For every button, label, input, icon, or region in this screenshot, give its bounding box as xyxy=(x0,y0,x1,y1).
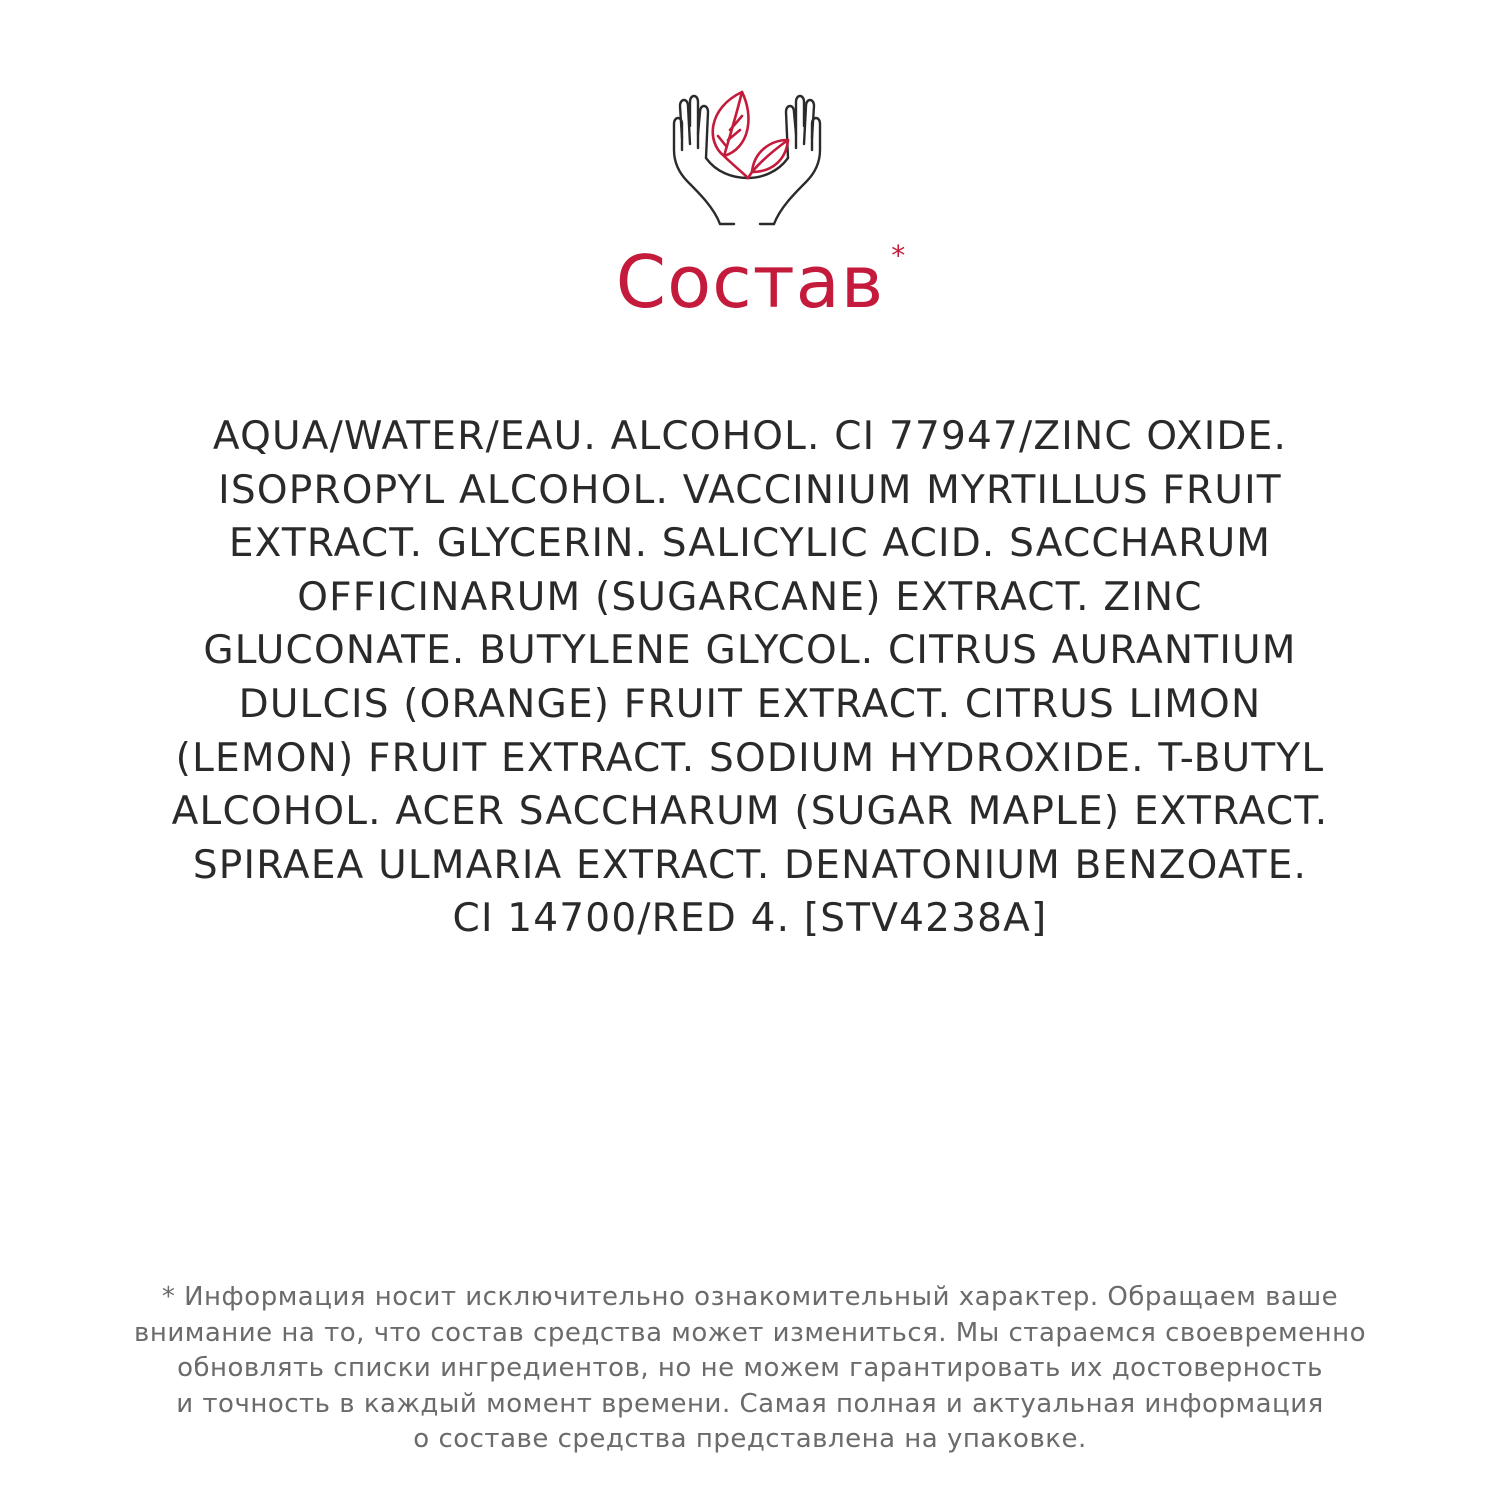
disclaimer-note xyxy=(40,1280,1460,1458)
ingredients-line: ALCOHOL. ACER SACCHARUM (SUGAR MAPLE) EXTRACT. xyxy=(171,789,1329,835)
ingredients-line: (LEMON) FRUIT EXTRACT. SODIUM HYDROXIDE. T-BUTYL xyxy=(175,735,1325,781)
ingredients-line: DULCIS (ORANGE) FRUIT EXTRACT. CITRUS LIMON xyxy=(238,681,1262,727)
page-title-text: Состав xyxy=(615,240,885,324)
ingredients-line: AQUA/WATER/EAU. ALCOHOL. CI 77947/ZINC OXIDE. xyxy=(212,414,1288,459)
disclaimer-line: * Информация носит исключительно ознакомительный характер. Обращаем ваше xyxy=(161,1282,1339,1312)
page-title xyxy=(615,238,907,326)
disclaimer-line: и точность в каждый момент времени. Самая полная и актуальная информация xyxy=(176,1388,1324,1419)
ingredients-line: EXTRACT. GLYCERIN. SALICYLIC ACID. SACCHARUM xyxy=(228,521,1272,567)
ingredients-line: SPIRAEA ULMARIA EXTRACT. DENATONIUM BENZOATE. xyxy=(192,842,1308,888)
disclaimer-line: внимание на то, что состав средства может измениться. Мы стараемся своевременно xyxy=(134,1317,1366,1348)
title-footnote-mark: * xyxy=(891,239,907,272)
disclaimer-line: о составе средства представлена на упаковке. xyxy=(413,1424,1087,1454)
ingredients-line: CI 14700/RED 4. [STV4238A] xyxy=(452,896,1048,942)
title-area xyxy=(0,238,1500,326)
disclaimer-line: обновлять списки ингредиентов, но не можем гарантировать их достоверность xyxy=(177,1353,1323,1383)
ingredients-line: GLUCONATE. BUTYLENE GLYCOL. CITRUS AURANTIUM xyxy=(203,628,1297,674)
hands-holding-leaves-icon xyxy=(662,86,832,232)
ingredients-line: ISOPROPYL ALCOHOL. VACCINIUM MYRTILLUS FRUIT xyxy=(218,467,1282,513)
ingredients-list xyxy=(100,410,1400,946)
ingredients-line: OFFICINARUM (SUGARCANE) EXTRACT. ZINC xyxy=(297,574,1203,620)
